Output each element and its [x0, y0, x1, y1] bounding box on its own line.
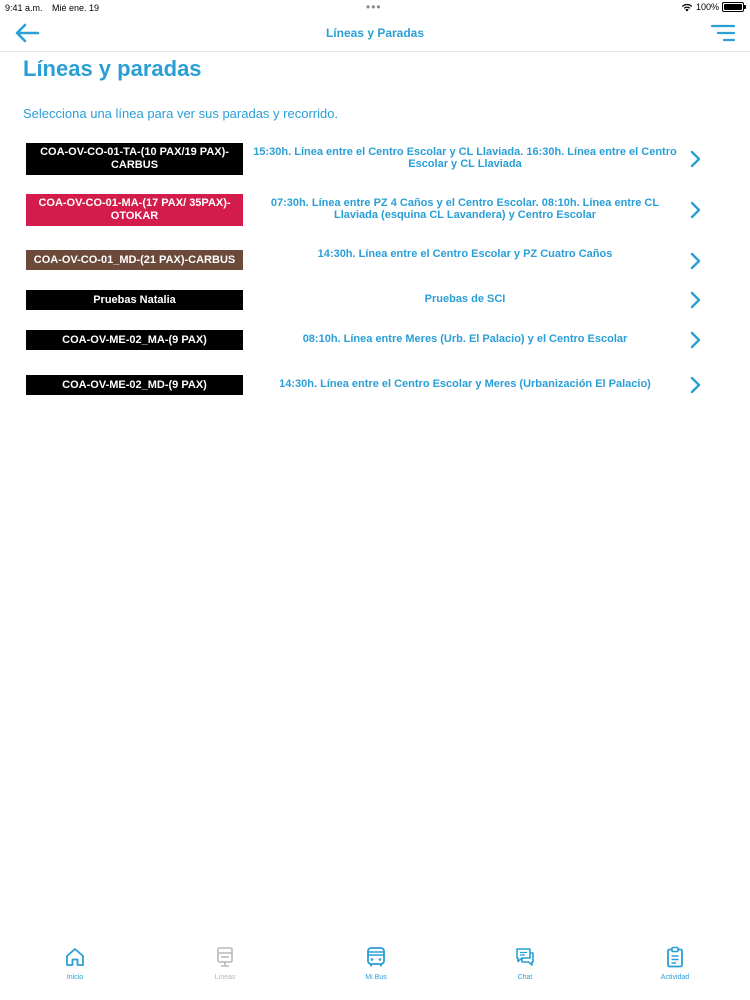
wifi-icon [681, 3, 693, 12]
tab-label: Inicio [66, 974, 84, 981]
chat-icon [514, 946, 536, 968]
tab-bar [0, 940, 750, 1000]
battery-percent: 100% [695, 2, 719, 12]
line-row[interactable] [0, 142, 750, 176]
line-code-badge: COA-OV-ME-02_MA-(9 PAX) [26, 330, 243, 350]
line-row[interactable] [0, 193, 750, 227]
tab-chat[interactable] [485, 946, 565, 981]
chevron-right-icon[interactable] [688, 376, 702, 394]
line-code-badge: Pruebas Natalia [26, 290, 243, 310]
chevron-right-icon[interactable] [688, 331, 702, 349]
tab-label: Mi Bus [365, 974, 387, 981]
nav-bar [0, 16, 750, 52]
chevron-right-icon[interactable] [688, 252, 702, 270]
tab-mi-bus[interactable] [336, 946, 416, 981]
page-subtitle: Selecciona una línea para ver sus paradas y recorrido. [23, 106, 339, 121]
line-row[interactable] [0, 329, 750, 351]
chevron-right-icon[interactable] [688, 291, 702, 309]
tab-label: Actividad [660, 974, 690, 981]
home-icon [64, 946, 86, 968]
status-date: Mié ene. 19 [52, 3, 100, 13]
status-time: 9:41 a.m. [5, 3, 43, 13]
line-code-badge: COA-OV-CO-01_MD-(21 PAX)-CARBUS [26, 250, 243, 270]
line-row[interactable] [0, 374, 750, 396]
line-description: 08:10h. Línea entre Meres (Urb. El Palacio) y el Centro Escolar [302, 333, 628, 345]
line-description: 15:30h. Línea entre el Centro Escolar y CL Llaviada. 16:30h. Línea entre el Centro Escolar y CL Llaviada [253, 146, 677, 170]
line-code-badge: COA-OV-ME-02_MD-(9 PAX) [26, 375, 243, 395]
tab-label: Líneas [214, 974, 236, 981]
line-row[interactable] [0, 247, 750, 273]
line-description: 14:30h. Línea entre el Centro Escolar y PZ Cuatro Caños [317, 248, 613, 260]
bus-icon [365, 946, 387, 968]
bus-stop-icon [214, 946, 236, 968]
line-description: 07:30h. Línea entre PZ 4 Caños y el Centro Escolar. 08:10h. Línea entre CL Llaviada (esquina CL Lavandera) y Centro Escolar [270, 197, 660, 221]
tab-inicio[interactable] [35, 946, 115, 981]
status-right [681, 2, 744, 12]
line-description: Pruebas de SCI [424, 293, 506, 305]
menu-icon[interactable] [710, 23, 736, 43]
clipboard-icon [664, 946, 686, 968]
status-bar [0, 0, 750, 16]
chevron-right-icon[interactable] [688, 201, 702, 219]
tab-lineas[interactable] [185, 946, 265, 981]
tab-label: Chat [517, 974, 533, 981]
line-code-badge: COA-OV-CO-01-MA-(17 PAX/ 35PAX)-OTOKAR [26, 194, 243, 226]
line-description: 14:30h. Línea entre el Centro Escolar y Meres (Urbanización El Palacio) [279, 378, 651, 390]
tab-actividad[interactable] [635, 946, 715, 981]
line-row[interactable] [0, 289, 750, 311]
chevron-right-icon[interactable] [688, 150, 702, 168]
battery-icon [722, 2, 744, 12]
nav-title: Líneas y Paradas [325, 26, 425, 40]
line-code-badge: COA-OV-CO-01-TA-(10 PAX/19 PAX)-CARBUS [26, 143, 243, 175]
page-title: Líneas y paradas [23, 56, 202, 81]
multitasking-dots-icon: ••• [366, 0, 382, 14]
